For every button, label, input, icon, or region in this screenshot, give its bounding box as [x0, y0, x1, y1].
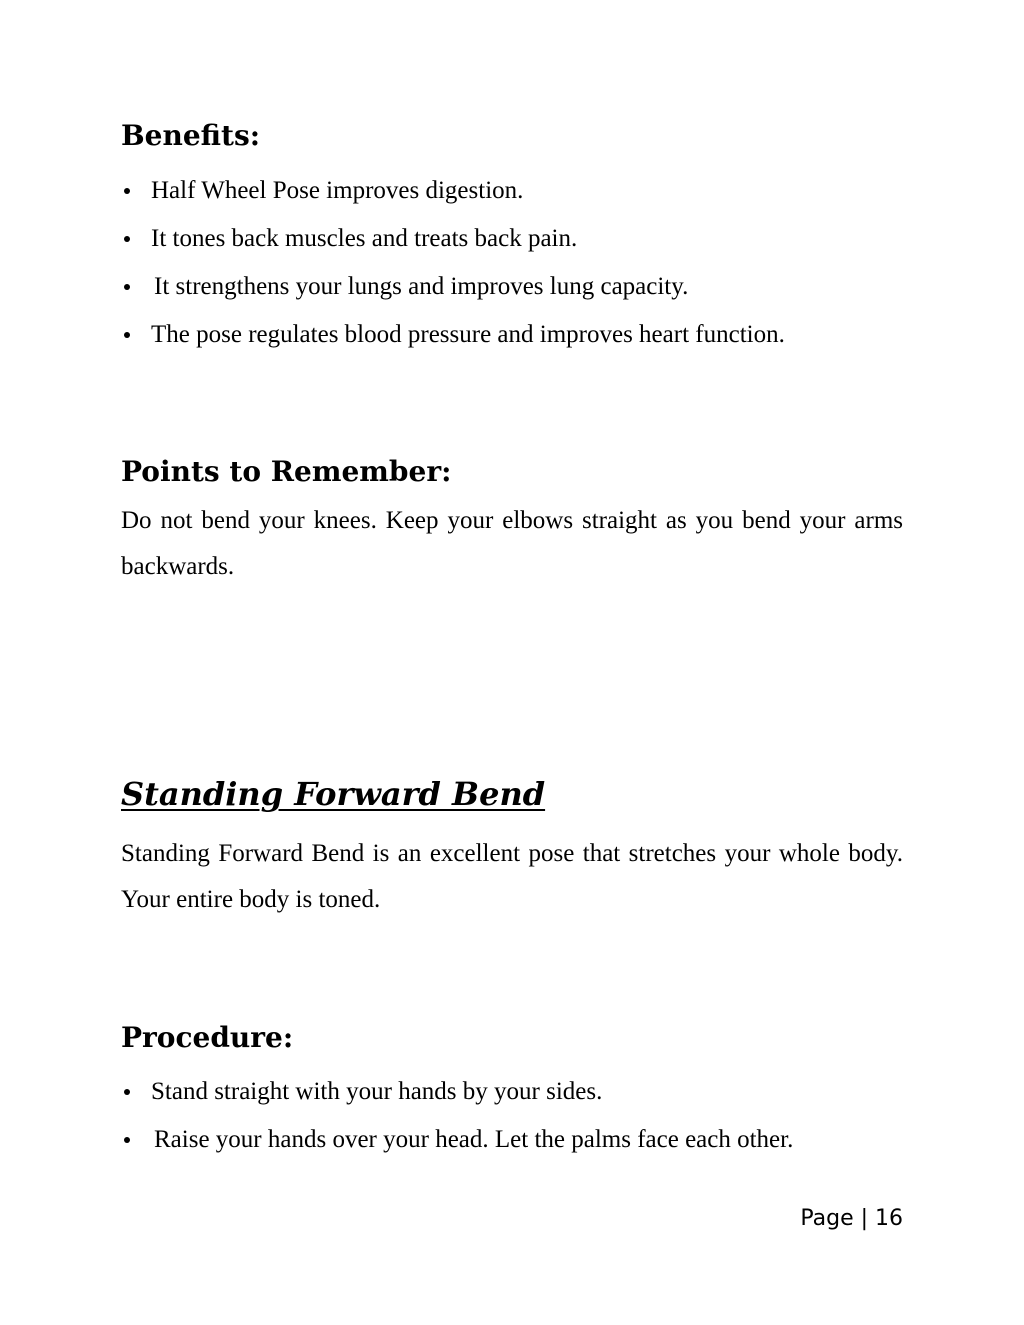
procedure-heading: Procedure: — [121, 1021, 294, 1054]
page-number: Page | 16 — [800, 1206, 903, 1231]
points-paragraph: Do not bend your knees. Keep your elbows straight as you bend your arms backwards. — [121, 507, 903, 580]
benefits-heading: Benefits: — [121, 119, 261, 152]
list-item: It strengthens your lungs and improves lung capacity. — [121, 270, 903, 318]
points-heading: Points to Remember: — [121, 455, 452, 488]
list-item: It tones back muscles and treats back pain. — [121, 222, 903, 270]
bullet-icon — [124, 188, 130, 194]
bullet-icon — [124, 332, 130, 338]
list-item: Raise your hands over your head. Let the palms face each other. — [121, 1123, 903, 1171]
bullet-icon — [124, 236, 130, 242]
list-item: The pose regulates blood pressure and improves heart function. — [121, 318, 903, 366]
bullet-icon — [124, 1137, 130, 1143]
bullet-icon — [124, 284, 130, 290]
list-item: Half Wheel Pose improves digestion. — [121, 174, 903, 222]
section-intro: Standing Forward Bend is an excellent pose that stretches your whole body. Your entire body is toned. — [121, 840, 903, 913]
benefits-list — [121, 174, 903, 366]
document-page — [121, 0, 903, 1325]
procedure-list — [121, 1075, 903, 1171]
section-title: Standing Forward Bend — [121, 775, 546, 813]
list-item: Stand straight with your hands by your sides. — [121, 1075, 903, 1123]
bullet-icon — [124, 1089, 130, 1095]
